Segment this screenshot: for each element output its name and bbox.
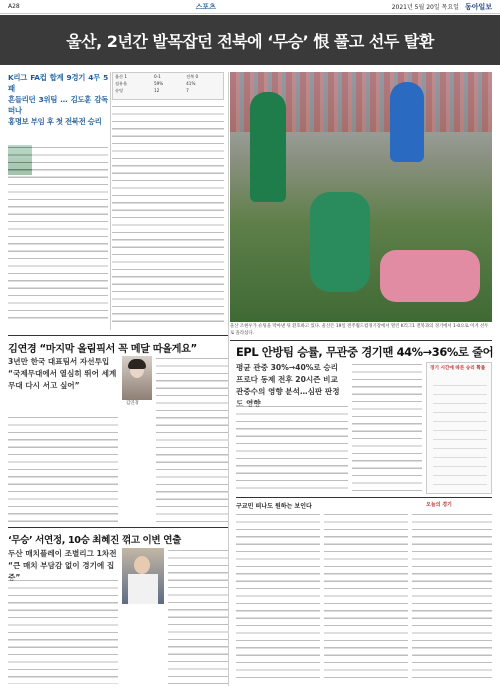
musung-subhead-1: 두산 매치플레이 조별리그 1차전 bbox=[8, 549, 117, 558]
kim-body-left bbox=[8, 415, 118, 525]
player-shape bbox=[310, 192, 370, 292]
epl-subhead-3: 관중수의 영향 분석…심판 판정 bbox=[236, 387, 340, 396]
table-cell: 점유율 bbox=[115, 80, 128, 86]
match-score-table bbox=[112, 72, 224, 100]
lead-body-middle bbox=[112, 104, 224, 329]
divider bbox=[236, 497, 492, 498]
bottom-body-text-3 bbox=[412, 512, 492, 684]
lead-body-text bbox=[8, 145, 108, 323]
epl-body-text-2 bbox=[352, 362, 422, 492]
table-cell: 12 bbox=[153, 88, 160, 93]
table-cell: 전북 0 bbox=[186, 73, 199, 79]
table-row bbox=[113, 73, 223, 80]
lead-body-text-2 bbox=[112, 104, 224, 327]
lead-subhead-2: 흔들리던 3위팀 … 김도훈 감독 떠나 bbox=[8, 95, 108, 115]
bottom-body-text-2 bbox=[324, 512, 408, 684]
musung-body-right bbox=[168, 548, 228, 686]
epl-side-graphic bbox=[426, 362, 492, 494]
epl-heading: EPL 안방팀 승률, 무관중 경기땐 44%→36%로 줄어 bbox=[236, 345, 494, 359]
bottom-heading-2: 오늘의 경기 bbox=[426, 502, 452, 508]
kim-subhead-1: 3년만 한국 대표팀서 자선투입 bbox=[8, 357, 110, 366]
kim-body-text-2 bbox=[156, 356, 228, 524]
table-cell: 7 bbox=[186, 88, 189, 93]
musung-body-text-1 bbox=[8, 578, 118, 684]
player-shape bbox=[390, 82, 424, 162]
photo-caption: 울산 조현우가 슈팅을 막아낸 뒤 환호하고 있다. 울산은 19일 전주월드컵경기장에서 열린 K리그1 전북과의 경기에서 1-0으로 이겨 선두로 올라섰다. bbox=[230, 324, 489, 336]
lead-subhead-3: 홍명보 부임 후 첫 전북전 승리 bbox=[8, 117, 102, 126]
bottom-heading-1: 구교민 떠나도 원하는 보인다 bbox=[236, 503, 312, 510]
hair-shape bbox=[128, 359, 146, 369]
epl-subhead-1: 평균 관중 30%→40%로 승리 bbox=[236, 363, 338, 372]
lead-subhead-1: K리그 FA컵 합계 9경기 4무 5패 bbox=[8, 73, 108, 93]
graphic-body bbox=[433, 377, 487, 489]
divider bbox=[230, 340, 492, 341]
kim-photo-caption: 김연경 bbox=[126, 401, 139, 406]
epl-subhead bbox=[236, 362, 346, 410]
divider bbox=[8, 527, 228, 528]
main-headline: 울산, 2년간 발목잡던 전북에 ‘무승’ 恨 풀고 선두 탈환 bbox=[0, 15, 500, 65]
issue-date: 2021년 5월 20일 목요일 bbox=[391, 4, 459, 11]
lead-subheads bbox=[8, 72, 108, 152]
divider bbox=[8, 335, 228, 336]
page-header bbox=[0, 0, 500, 14]
table-cell: 0-1 bbox=[153, 74, 161, 79]
face-shape bbox=[134, 556, 150, 574]
table-cell: 41% bbox=[186, 81, 196, 86]
epl-body-2 bbox=[352, 362, 422, 494]
epl-chart-title: 경기 시간에 따른 승리 확률 bbox=[430, 366, 486, 371]
bottom-body-text-1 bbox=[236, 512, 320, 684]
bottom-body-3 bbox=[412, 512, 492, 686]
lead-body-left bbox=[8, 145, 108, 325]
table-cell: 울산 1 bbox=[115, 73, 128, 79]
table-cell: 59% bbox=[153, 81, 164, 86]
column-rule bbox=[228, 72, 229, 686]
musung-body-left bbox=[8, 578, 118, 686]
table-cell: 슈팅 bbox=[115, 87, 124, 93]
musung-body-text-2 bbox=[168, 548, 228, 684]
bottom-body-1 bbox=[236, 512, 320, 686]
kim-body-text-1 bbox=[8, 415, 118, 523]
page-number: A28 bbox=[8, 3, 20, 10]
table-row bbox=[113, 80, 223, 87]
column-rule bbox=[110, 72, 111, 330]
bottom-body-2 bbox=[324, 512, 408, 686]
table-row bbox=[113, 87, 223, 94]
musung-heading: ‘무승’ 서연정, 10승 최혜진 꺾고 이변 연출 bbox=[8, 535, 181, 546]
match-photo bbox=[230, 72, 492, 322]
newspaper-logo: 동아일보 bbox=[464, 1, 492, 11]
goalkeeper-shape bbox=[380, 250, 480, 302]
kim-subhead-2: “국제무대에서 열심히 뛰어 세계 무대 다시 서고 싶어” bbox=[8, 369, 117, 390]
epl-subhead-2: 프로다 동제 전후 20시즌 비교 bbox=[236, 375, 338, 384]
kim-photo bbox=[122, 356, 152, 400]
kim-heading: 김연경 “마지막 올림픽서 꼭 메달 따올게요” bbox=[8, 344, 197, 355]
body-shape bbox=[128, 574, 158, 604]
epl-body-1 bbox=[236, 404, 348, 494]
kim-body-right bbox=[156, 356, 228, 526]
kim-subhead bbox=[8, 356, 118, 392]
player-shape bbox=[250, 92, 286, 202]
epl-body-text-1 bbox=[236, 404, 348, 492]
musung-subhead-2: “큰 매치 부담감 없이 경기에 집 bbox=[8, 561, 115, 570]
musung-photo bbox=[122, 548, 164, 604]
header-right bbox=[392, 2, 492, 12]
section-name: 스포츠 bbox=[195, 2, 216, 11]
